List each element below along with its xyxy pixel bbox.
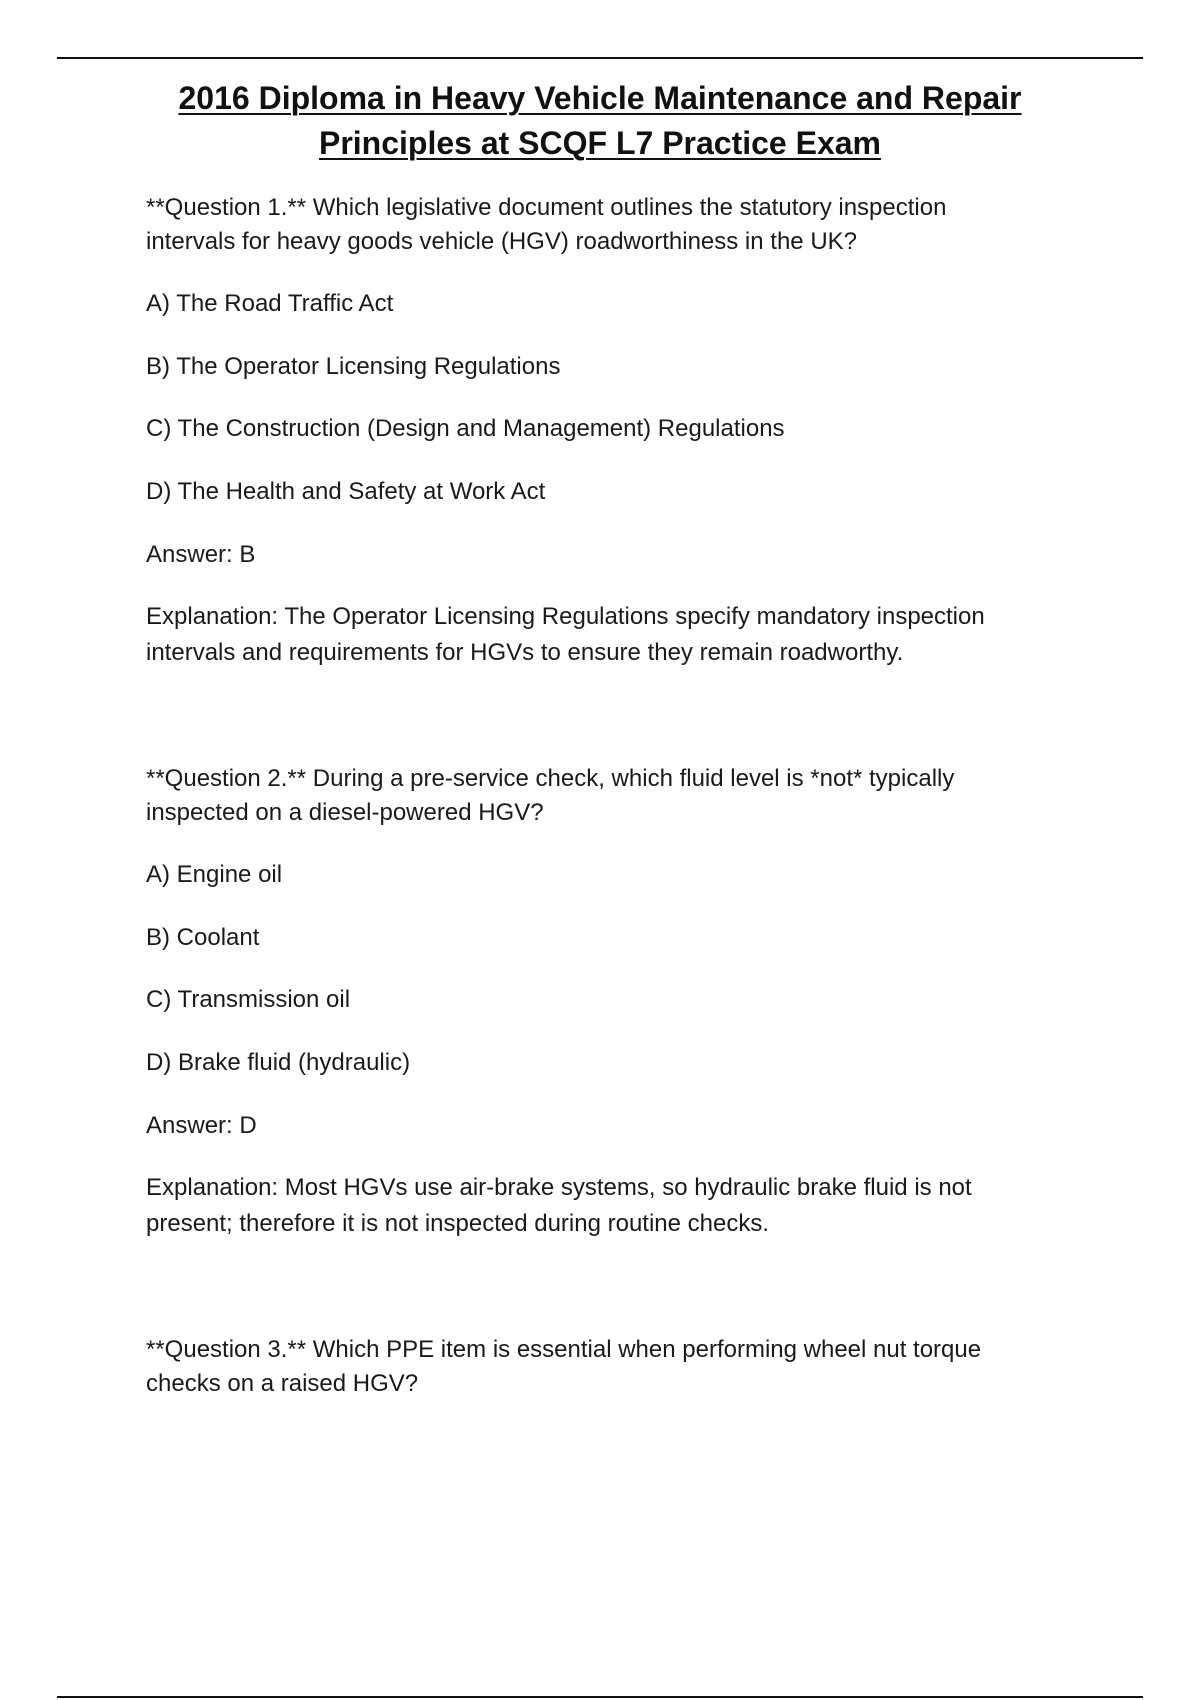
question-2-text-line-2: inspected on a diesel-powered HGV? <box>146 799 544 826</box>
question-1-option-d: D) The Health and Safety at Work Act <box>146 478 546 505</box>
question-1-text-line-1: **Question 1.** Which legislative document outlines the statutory inspection <box>146 194 947 221</box>
question-2-option-b: B) Coolant <box>146 924 260 951</box>
question-2-explanation-line-1: Explanation: Most HGVs use air-brake systems, so hydraulic brake fluid is not <box>146 1174 972 1201</box>
document-title <box>130 76 1070 166</box>
question-1-explanation-line-2: intervals and requirements for HGVs to ensure they remain roadworthy. <box>146 639 904 666</box>
question-1-option-c: C) The Construction (Design and Management) Regulations <box>146 415 785 442</box>
question-1-explanation-line-1: Explanation: The Operator Licensing Regulations specify mandatory inspection <box>146 603 985 630</box>
question-2-text-line-1: **Question 2.** During a pre-service check, which fluid level is *not* typically <box>146 765 955 792</box>
question-1-option-a: A) The Road Traffic Act <box>146 290 394 317</box>
question-3-text-line-1: **Question 3.** Which PPE item is essential when performing wheel nut torque <box>146 1336 982 1363</box>
question-3-text-line-2: checks on a raised HGV? <box>146 1370 419 1397</box>
top-rule <box>57 57 1143 59</box>
question-2-option-c: C) Transmission oil <box>146 986 351 1013</box>
question-2-option-a: A) Engine oil <box>146 861 283 888</box>
document-title-line-2: Principles at SCQF L7 Practice Exam <box>318 125 881 161</box>
question-1-text-line-2: intervals for heavy goods vehicle (HGV) roadworthiness in the UK? <box>146 228 857 255</box>
document-title-line-1: 2016 Diploma in Heavy Vehicle Maintenance and Repair <box>178 80 1022 116</box>
question-1-option-b: B) The Operator Licensing Regulations <box>146 353 561 380</box>
question-2-answer: Answer: D <box>146 1112 257 1139</box>
question-2-option-d: D) Brake fluid (hydraulic) <box>146 1049 411 1076</box>
question-1-answer: Answer: B <box>146 541 256 568</box>
question-2-explanation-line-2: present; therefore it is not inspected during routine checks. <box>146 1210 770 1237</box>
bottom-rule <box>57 1696 1143 1698</box>
